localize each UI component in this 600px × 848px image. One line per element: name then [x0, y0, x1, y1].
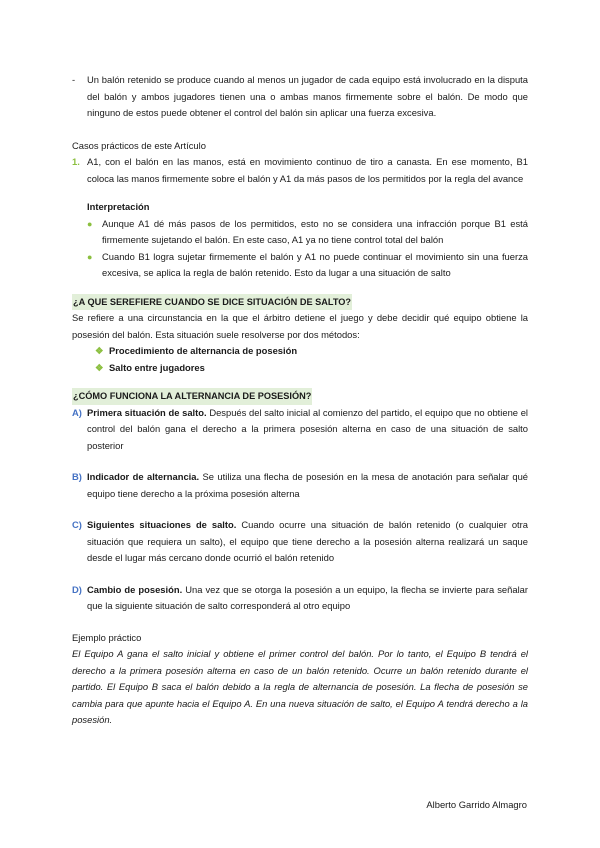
- case-item-1: [72, 154, 528, 187]
- section2-heading-wrap: [72, 388, 528, 405]
- section1-heading-wrap: [72, 294, 528, 311]
- letter-marker: B): [72, 471, 82, 482]
- alternation-item: [72, 405, 528, 455]
- intro-bullet-text: Un balón retenido se produce cuando al menos un jugador de cada equipo está involucrado en la disputa del balón y ambos jugadores tienen una o ambas manos firmemente sobre el balón. De modo que ninguno de estos puede obtener el control del balón sin aplicar una fuerza excesiva.: [87, 74, 528, 118]
- bullet-icon: ●: [87, 251, 93, 262]
- alternation-item: [72, 469, 528, 502]
- letter-marker: D): [72, 583, 82, 595]
- footer-author: Alberto Garrido Almagro: [426, 799, 527, 810]
- alternation-item-title: Indicador de alternancia.: [87, 471, 200, 482]
- diamond-icon: ❖: [95, 361, 104, 373]
- method-item: [72, 360, 528, 377]
- method-label: Salto entre jugadores: [109, 361, 205, 373]
- alternation-item-title: Primera situación de salto.: [87, 406, 207, 418]
- interpretation-title: Interpretación: [87, 201, 150, 212]
- section2-heading: ¿CÓMO FUNCIONA LA ALTERNANCIA DE POSESIÓN?: [72, 388, 312, 405]
- alternation-item: [72, 582, 528, 615]
- alternation-item-text: Se utiliza una flecha de posesión en la mesa de anotación para señalar qué equipo tiene derecho a la próxima posesión alterna: [87, 471, 528, 499]
- case-item-1-text: A1, con el balón en las manos, está en movimiento continuo de tiro a canasta. En ese momento, B1 coloca las manos firmemente sobre el balón y A1 da más pasos de los permitidos por la regla del avance: [87, 156, 528, 184]
- interpretation-text: Cuando B1 logra sujetar firmemente el balón y A1 no puede continuar el movimiento sin una fuerza excesiva, se aplica la regla de balón retenido. Esto da lugar a una situación de salto: [102, 250, 528, 278]
- document-page: [72, 72, 528, 729]
- section1-heading: ¿A QUE SEREFIERE CUANDO SE DICE SITUACIÓN DE SALTO?: [72, 294, 352, 311]
- letter-marker: C): [72, 519, 82, 530]
- intro-bullet: [72, 72, 528, 122]
- method-item: [72, 343, 528, 360]
- alternation-item: [72, 517, 528, 567]
- section1-text: Se refiere a una circunstancia en la que el árbitro detiene el juego y debe decidir qué equipo obtiene la posesión del balón. Esta situación suele resolverse por dos métodos:: [72, 312, 528, 340]
- cases-title: Casos prácticos de este Artículo: [72, 139, 206, 151]
- alternation-item-text: Cuando ocurre una situación de balón retenido (o cualquier otra situación que requiera un salto), el equipo que tiene derecho a la posesión alterna realizará un saque desde el lugar más cercano donde ocurrió el balón retenido: [87, 519, 528, 563]
- alternation-item-text: Una vez que se otorga la posesión a un equipo, la flecha se invierte para señalar que la siguiente situación de salto corresponderá al otro equipo: [87, 583, 528, 611]
- example-title: Ejemplo práctico: [72, 631, 142, 643]
- dash-marker: -: [72, 74, 76, 85]
- diamond-icon: ❖: [95, 345, 104, 356]
- interpretation-item: [72, 249, 528, 282]
- example-text: El Equipo A gana el salto inicial y obtiene el primer control del balón. Por lo tanto, el Equipo B tendrá el derecho a la primera posesión alterna en caso de un balón retenido. Ocurre un balón retenido durante el partido. El Equipo B saca el balón debido a la regla de alternancia de posesión. La flecha de posesión se cambia para que apunte hacia el Equipo A. En una nueva situación de salto, el Equipo A tendrá derecho a la posesión.: [72, 648, 528, 725]
- interpretation-text: Aunque A1 dé más pasos de los permitidos, esto no se considera una infracción porque B1 está firmemente sujetando el balón. En este caso, A1 ya no tiene control total del balón: [102, 217, 528, 245]
- alternation-item-title: Cambio de posesión.: [87, 583, 183, 595]
- alternation-item-title: Siguientes situaciones de salto.: [87, 519, 237, 530]
- letter-marker: A): [72, 406, 82, 418]
- method-label: Procedimiento de alternancia de posesión: [109, 345, 298, 356]
- case-number: 1.: [72, 156, 80, 167]
- alternation-item-text: Después del salto inicial al comienzo del partido, el equipo que no obtiene el control del balón gana el derecho a la primera posesión alterna en caso de una situación de salto posterior: [87, 406, 528, 451]
- interpretation-item: [72, 216, 528, 249]
- bullet-icon: ●: [87, 218, 93, 229]
